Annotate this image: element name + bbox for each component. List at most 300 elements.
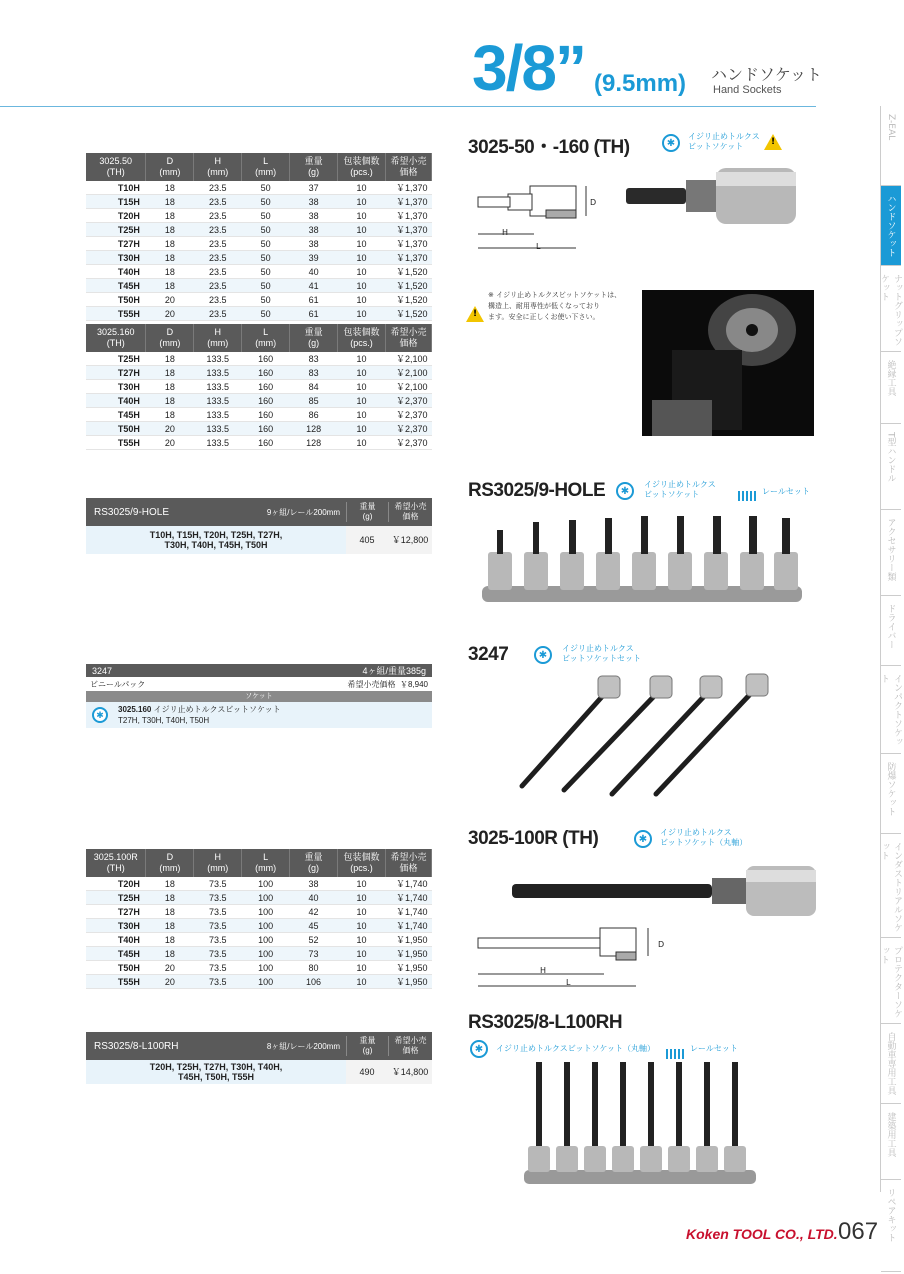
table-cell: 106	[290, 975, 338, 989]
set-desc: 4ヶ組/重量385g	[362, 666, 426, 676]
dim-h-label: H	[540, 966, 547, 975]
table-cell: ￥2,370	[386, 436, 432, 450]
table-cell: 73	[290, 947, 338, 961]
set-name: RS3025/9-HOLE	[94, 506, 170, 518]
column-header: 重量 (g)	[290, 324, 338, 352]
warning-icon: !	[466, 306, 484, 322]
column-header: 希望小売 価格	[385, 153, 431, 181]
table-row	[86, 422, 432, 436]
table-cell: 10	[338, 422, 386, 436]
side-tab-item[interactable]: プロテクターソケット	[881, 938, 901, 1024]
table-cell: 10	[338, 237, 386, 251]
table-cell: 73.5	[194, 891, 242, 905]
table-cell: 50	[242, 209, 290, 223]
table-cell: 38	[290, 237, 338, 251]
size-code: T30H	[86, 919, 146, 933]
side-tab-item[interactable]: 建築用工具	[881, 1104, 901, 1180]
table-cell: ￥2,100	[386, 366, 432, 380]
size-code: T40H	[86, 933, 146, 947]
column-header: 3025.50 (TH)	[86, 153, 146, 181]
product-note: イジリ止めトルクス ビットソケット	[688, 132, 760, 151]
table-cell: 10	[338, 181, 386, 195]
table-row	[86, 947, 432, 961]
set-price: ￥14,800	[388, 1060, 432, 1084]
page-number: 067	[838, 1218, 879, 1245]
table-cell: 10	[338, 436, 386, 450]
table-cell: 41	[290, 279, 338, 293]
set-desc: 9ヶ組/レール200mm	[266, 507, 340, 517]
product-title-3025-100r: 3025-100R (TH)	[468, 828, 599, 849]
table-cell: 50	[242, 237, 290, 251]
table-cell: 61	[290, 307, 338, 321]
product-note: イジリ止めトルクス ビットソケット（丸軸）	[660, 828, 748, 847]
size-code: T20H	[86, 209, 146, 223]
table-cell: 20	[146, 961, 194, 975]
column-header: 重量 (g)	[290, 153, 338, 181]
size-code: T10H	[86, 181, 146, 195]
table-row	[86, 933, 432, 947]
size-code: T50H	[86, 961, 146, 975]
table-cell: 10	[338, 380, 386, 394]
table-cell: 18	[146, 223, 194, 237]
table-cell: 10	[338, 223, 386, 237]
side-tab-item[interactable]: インダストリアルソケット	[881, 834, 901, 938]
table-cell: 10	[338, 394, 386, 408]
table-cell: 73.5	[194, 947, 242, 961]
table-cell: 40	[290, 265, 338, 279]
table-cell: 100	[242, 947, 290, 961]
table-cell: 100	[242, 919, 290, 933]
table-cell: ￥1,950	[385, 961, 431, 975]
set-box-9hole	[86, 498, 432, 554]
table-cell: 20	[146, 436, 194, 450]
table-cell: 133.5	[194, 394, 242, 408]
table-cell: 50	[242, 251, 290, 265]
dim-l-label: L	[566, 978, 571, 987]
torx-icon: ✱	[634, 830, 652, 848]
table-cell: ￥1,950	[385, 933, 431, 947]
item-code: 3025.160	[118, 705, 152, 714]
table-cell: ￥2,370	[386, 408, 432, 422]
table-cell: 50	[242, 181, 290, 195]
table-cell: 18	[146, 209, 194, 223]
table-cell: 10	[338, 209, 386, 223]
table-cell: 50	[242, 279, 290, 293]
table-cell: 23.5	[194, 307, 242, 321]
table-row	[86, 436, 432, 450]
table-cell: 100	[242, 905, 290, 919]
table-cell: 73.5	[194, 905, 242, 919]
table-row	[86, 251, 432, 265]
column-header: L (mm)	[242, 324, 290, 352]
table-cell: 42	[290, 905, 338, 919]
product-image-rs3025-8l100rh	[520, 1058, 760, 1190]
column-header: 希望小売 価格	[385, 849, 431, 877]
side-tab-item[interactable]: T型ハンドル	[881, 424, 901, 510]
column-header: 包装個数 (pcs.)	[338, 153, 386, 181]
table-cell: 100	[242, 877, 290, 891]
size-code: T45H	[86, 279, 146, 293]
table-cell: 10	[338, 408, 386, 422]
table-row	[86, 223, 432, 237]
table-cell: 20	[146, 293, 194, 307]
table-cell: 37	[290, 181, 338, 195]
column-header: 3025.160 (TH)	[86, 324, 146, 352]
set-name: RS3025/8-L100RH	[94, 1040, 179, 1052]
size-code: T50H	[86, 422, 146, 436]
table-cell: 10	[338, 961, 386, 975]
column-header: L (mm)	[242, 153, 290, 181]
table-cell: 83	[290, 366, 338, 380]
table-cell: 23.5	[194, 237, 242, 251]
table-cell: 133.5	[194, 380, 242, 394]
table-cell: 18	[146, 394, 194, 408]
table-cell: 160	[242, 366, 290, 380]
table-cell: 10	[338, 933, 386, 947]
table-row	[86, 265, 432, 279]
price-header: 希望小売 価格	[388, 1036, 432, 1056]
set-desc: 8ヶ組/レール200mm	[266, 1041, 340, 1051]
price-header: 希望小売 価格	[388, 502, 432, 522]
side-tab-item[interactable]: 防爆ソケット	[881, 754, 901, 834]
side-tab-item[interactable]: ドライバー	[881, 596, 901, 666]
column-header: H (mm)	[194, 324, 242, 352]
table-cell: 38	[290, 195, 338, 209]
table-cell: 133.5	[194, 436, 242, 450]
table-cell: 73.5	[194, 975, 242, 989]
set-box-8l100rh	[86, 1032, 432, 1084]
table-cell: 23.5	[194, 265, 242, 279]
size-code: T20H	[86, 877, 146, 891]
table-cell: ￥1,370	[385, 237, 431, 251]
table-row	[86, 293, 432, 307]
table-cell: 38	[290, 209, 338, 223]
table-cell: ￥1,520	[385, 293, 431, 307]
size-code: T55H	[86, 436, 146, 450]
set-weight: 405	[346, 526, 388, 554]
warning-text: ※ イジリ止めトルクスビットソケットは、 構造上、耐用専性が低くなっており ます。安全に正しくお使い下さい。	[488, 291, 622, 321]
rail-set-label: レールセット	[690, 1044, 738, 1053]
table-cell: 160	[242, 352, 290, 366]
table-cell: 61	[290, 293, 338, 307]
table-cell: 18	[146, 237, 194, 251]
dim-d-label: D	[590, 198, 597, 207]
side-tab-item[interactable]: 絶縁工具	[881, 352, 901, 424]
side-tab-item[interactable]: リペアキット	[881, 1180, 901, 1272]
size-code: T15H	[86, 195, 146, 209]
side-tab-item[interactable]: ナットグリップソケット	[881, 266, 901, 352]
column-header: 包装個数 (pcs.)	[338, 324, 386, 352]
weight-header: 重量 (g)	[346, 1036, 388, 1056]
size-code: T45H	[86, 947, 146, 961]
product-title-rs3025-8l100rh: RS3025/8-L100RH	[468, 1012, 623, 1033]
size-code: T40H	[86, 394, 146, 408]
table-cell: 160	[242, 380, 290, 394]
table-cell: 84	[290, 380, 338, 394]
table-cell: 10	[338, 293, 386, 307]
table-cell: 85	[290, 394, 338, 408]
table-cell: 18	[146, 408, 194, 422]
page-title-size: 3/8”	[472, 32, 585, 104]
table-cell: ￥1,950	[385, 947, 431, 961]
size-code: T55H	[86, 307, 146, 321]
table-cell: 128	[290, 422, 338, 436]
table-cell: 50	[242, 223, 290, 237]
spec-table-3025-100r	[86, 849, 432, 989]
table-row	[86, 209, 432, 223]
table-cell: ￥1,370	[385, 195, 431, 209]
table-cell: 10	[338, 877, 386, 891]
table-cell: ￥1,740	[385, 891, 431, 905]
table-cell: ￥1,370	[385, 251, 431, 265]
product-title-rs3025-9hole: RS3025/9-HOLE	[468, 480, 606, 501]
table-cell: 10	[338, 366, 386, 380]
table-cell: ￥1,520	[385, 265, 431, 279]
set-price: ￥8,940	[399, 679, 428, 689]
table-cell: 23.5	[194, 223, 242, 237]
table-cell: ￥2,370	[386, 394, 432, 408]
spec-table-3025-160	[86, 324, 432, 450]
table-cell: 18	[146, 947, 194, 961]
table-cell: 10	[338, 307, 386, 321]
table-cell: ￥1,740	[385, 877, 431, 891]
table-cell: 133.5	[194, 352, 242, 366]
table-row	[86, 394, 432, 408]
table-cell: 100	[242, 961, 290, 975]
table-row	[86, 352, 432, 366]
table-cell: 38	[290, 223, 338, 237]
table-cell: 50	[242, 195, 290, 209]
product-image-3247	[500, 670, 790, 804]
size-code: T40H	[86, 265, 146, 279]
table-cell: ￥2,100	[386, 352, 432, 366]
table-row	[86, 891, 432, 905]
table-cell: 10	[338, 905, 386, 919]
table-cell: 10	[338, 891, 386, 905]
table-cell: 86	[290, 408, 338, 422]
table-cell: ￥1,740	[385, 919, 431, 933]
table-cell: 20	[146, 307, 194, 321]
torx-icon: ✱	[534, 646, 552, 664]
size-code: T27H	[86, 905, 146, 919]
set-contents: T20H, T25H, T27H, T30H, T40H, T45H, T50H, T55H	[149, 1062, 283, 1082]
table-cell: 10	[338, 279, 386, 293]
table-cell: 18	[146, 905, 194, 919]
product-image-3025-100r	[508, 860, 818, 920]
set-name: 3247	[92, 665, 113, 676]
table-cell: 80	[290, 961, 338, 975]
table-cell: ￥2,100	[386, 380, 432, 394]
table-cell: 128	[290, 436, 338, 450]
table-cell: 45	[290, 919, 338, 933]
torx-icon: ✱	[662, 134, 680, 152]
size-code: T27H	[86, 366, 146, 380]
table-cell: 10	[338, 251, 386, 265]
price-label: 希望小売価格	[347, 679, 396, 689]
table-cell: 73.5	[194, 961, 242, 975]
set-price: ￥12,800	[388, 526, 432, 554]
size-code: T25H	[86, 352, 146, 366]
table-cell: ￥1,950	[385, 975, 431, 989]
table-cell: 52	[290, 933, 338, 947]
warning-icon: !	[764, 134, 782, 150]
size-code: T25H	[86, 223, 146, 237]
side-tab-item[interactable]: アクセサリー類	[881, 510, 901, 596]
table-cell: 20	[146, 422, 194, 436]
table-cell: 18	[146, 279, 194, 293]
table-cell: 100	[242, 975, 290, 989]
table-cell: 10	[338, 975, 386, 989]
weight-header: 重量 (g)	[346, 502, 388, 522]
size-code: T50H	[86, 293, 146, 307]
table-cell: ￥2,370	[386, 422, 432, 436]
table-cell: 160	[242, 394, 290, 408]
size-code: T25H	[86, 891, 146, 905]
dim-l-label: L	[536, 242, 541, 251]
table-row	[86, 919, 432, 933]
table-row	[86, 237, 432, 251]
page-title-mm: (9.5mm)	[594, 70, 687, 97]
page-title-en: Hand Sockets	[713, 84, 782, 96]
side-tab-item[interactable]: インパクトソケット	[881, 666, 901, 754]
page-title-jp: ハンドソケット	[711, 65, 823, 84]
set-contents: T10H, T15H, T20H, T25H, T27H, T30H, T40H, T45H, T50H	[149, 530, 283, 550]
brand-logo: Koken TOOL CO., LTD.	[686, 1226, 838, 1242]
table-row	[86, 195, 432, 209]
table-cell: 133.5	[194, 408, 242, 422]
item-sizes: T27H, T30H, T40H, T50H	[118, 716, 210, 725]
product-image-3025-50	[616, 160, 816, 236]
table-cell: 18	[146, 265, 194, 279]
column-header: 3025.100R (TH)	[86, 849, 146, 877]
table-cell: 160	[242, 408, 290, 422]
table-cell: 18	[146, 380, 194, 394]
table-cell: 83	[290, 352, 338, 366]
table-cell: 100	[242, 891, 290, 905]
product-note: イジリ止めトルクス ビットソケット	[644, 480, 716, 499]
torx-icon: ✱	[616, 482, 634, 500]
product-image-rs3025-9hole	[476, 512, 816, 608]
table-row	[86, 366, 432, 380]
size-code: T30H	[86, 251, 146, 265]
table-row	[86, 877, 432, 891]
side-tab-item[interactable]: Z-EAL	[881, 106, 901, 186]
table-cell: 133.5	[194, 366, 242, 380]
column-header: 包装個数 (pcs.)	[338, 849, 386, 877]
table-cell: 50	[242, 307, 290, 321]
table-cell: 160	[242, 436, 290, 450]
dim-h-label: H	[502, 228, 509, 237]
torx-icon: ✱	[470, 1040, 488, 1058]
set-box-3247	[86, 664, 432, 728]
table-cell: 73.5	[194, 877, 242, 891]
table-cell: ￥1,520	[385, 279, 431, 293]
spec-table-3025-50	[86, 153, 432, 321]
product-note: イジリ止めトルクスビットソケット（丸軸）	[496, 1044, 655, 1053]
table-cell: 23.5	[194, 293, 242, 307]
table-cell: 23.5	[194, 195, 242, 209]
table-cell: 18	[146, 251, 194, 265]
table-row	[86, 181, 432, 195]
table-cell: 10	[338, 265, 386, 279]
size-code: T55H	[86, 975, 146, 989]
rail-set-icon	[738, 486, 758, 505]
dim-d-label: D	[658, 940, 665, 949]
table-cell: 73.5	[194, 933, 242, 947]
table-cell: 73.5	[194, 919, 242, 933]
table-cell: 18	[146, 181, 194, 195]
torx-icon: ✱	[92, 707, 108, 723]
product-title-3247: 3247	[468, 644, 509, 665]
item-desc: イジリ止めトルクスビットソケット	[153, 705, 281, 714]
table-cell: 10	[338, 195, 386, 209]
table-cell: 38	[290, 877, 338, 891]
table-cell: ￥1,370	[385, 181, 431, 195]
pack-type: ビニールパック	[90, 679, 146, 689]
table-row	[86, 307, 432, 321]
product-note: イジリ止めトルクス ビットソケットセット	[562, 644, 641, 663]
header-divider	[0, 106, 816, 107]
table-cell: 23.5	[194, 181, 242, 195]
table-cell: 160	[242, 422, 290, 436]
table-cell: ￥1,370	[385, 223, 431, 237]
column-header: 重量 (g)	[290, 849, 338, 877]
table-cell: 40	[290, 891, 338, 905]
size-code: T27H	[86, 237, 146, 251]
column-header: D (mm)	[146, 153, 194, 181]
column-header: D (mm)	[146, 849, 194, 877]
column-header: 希望小売 価格	[386, 324, 432, 352]
table-cell: 18	[146, 877, 194, 891]
size-code: T45H	[86, 408, 146, 422]
table-cell: 18	[146, 933, 194, 947]
table-cell: 18	[146, 919, 194, 933]
table-cell: 18	[146, 195, 194, 209]
table-cell: 10	[338, 947, 386, 961]
table-cell: 20	[146, 975, 194, 989]
table-cell: ￥1,740	[385, 905, 431, 919]
table-row	[86, 279, 432, 293]
table-row	[86, 380, 432, 394]
column-header: H (mm)	[194, 153, 242, 181]
product-closeup-image	[642, 290, 814, 436]
side-tab-nav	[879, 106, 902, 1242]
table-cell: 10	[338, 919, 386, 933]
rail-set-label: レールセット	[762, 487, 810, 496]
side-tab-item[interactable]: 自動車専用工具	[881, 1024, 901, 1104]
table-cell: 100	[242, 933, 290, 947]
table-cell: 50	[242, 293, 290, 307]
table-cell: 39	[290, 251, 338, 265]
table-row	[86, 905, 432, 919]
set-weight: 490	[346, 1060, 388, 1084]
table-cell: 50	[242, 265, 290, 279]
table-row	[86, 408, 432, 422]
table-cell: 133.5	[194, 422, 242, 436]
table-cell: 18	[146, 366, 194, 380]
table-cell: 23.5	[194, 279, 242, 293]
table-cell: ￥1,370	[385, 209, 431, 223]
table-cell: ￥1,520	[385, 307, 431, 321]
column-header: D (mm)	[146, 324, 194, 352]
table-row	[86, 975, 432, 989]
table-cell: 18	[146, 352, 194, 366]
table-cell: 23.5	[194, 209, 242, 223]
table-cell: 10	[338, 352, 386, 366]
column-header: L (mm)	[242, 849, 290, 877]
table-cell: 23.5	[194, 251, 242, 265]
side-tab-item[interactable]: ハンドソケット	[881, 186, 901, 266]
